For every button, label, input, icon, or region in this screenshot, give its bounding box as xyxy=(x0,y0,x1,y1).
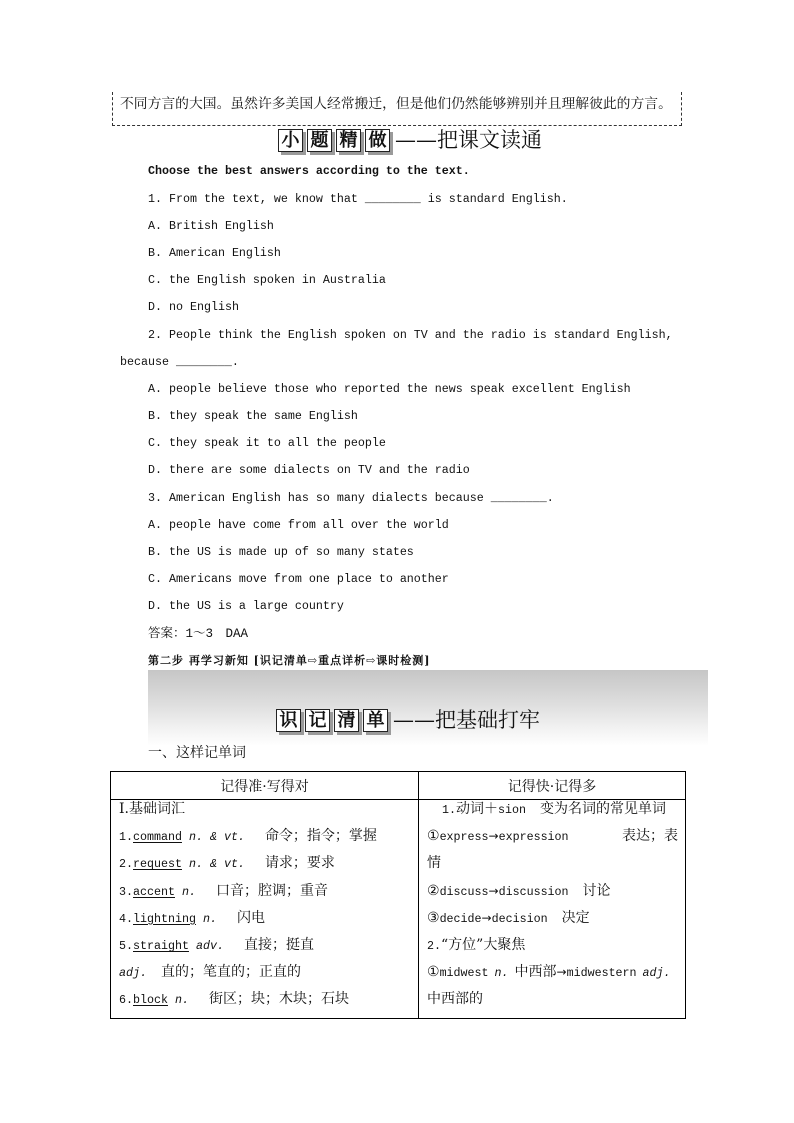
item-meaning: 讨论 xyxy=(582,882,611,899)
basic-vocab-heading: Ⅰ.基础词汇 xyxy=(119,801,185,817)
direction-item xyxy=(427,959,678,986)
entry-word: command xyxy=(133,830,182,845)
step-navigation-text: 第二步 再学习新知 [识记清单⇨重点详析⇨课时检测] xyxy=(148,654,431,667)
entry-word: block xyxy=(133,993,168,1008)
question-3-option-a: A. people have come from all over the world xyxy=(148,517,449,532)
group-label: “方位”大聚焦 xyxy=(441,936,526,953)
title-boxed-char: 识 xyxy=(276,709,301,732)
derivation-pair xyxy=(427,823,569,850)
group-num: 1. xyxy=(442,803,456,817)
base-word: decide xyxy=(439,911,482,926)
entry-pos: adj. xyxy=(119,966,147,981)
entry-num: 1. xyxy=(119,830,133,845)
group-label: 变为名词的常见单词 xyxy=(539,801,666,817)
entry-pos: n. & vt. xyxy=(188,830,245,845)
entry-meaning: 直的；笔直的；正直的 xyxy=(160,964,301,981)
col-header-left: 记得准·写得对 xyxy=(111,772,419,800)
section-title-memorize xyxy=(276,707,540,733)
derived-word: midwestern xyxy=(566,966,637,981)
base-word: midwest xyxy=(439,966,489,981)
entry-word: accent xyxy=(133,884,175,899)
vocab-entry xyxy=(119,905,411,932)
question-1-option-d: D. no English xyxy=(148,300,239,315)
question-1-option-b: B. American English xyxy=(148,245,281,260)
derivation-item xyxy=(427,823,678,850)
derived-word: expression xyxy=(498,830,569,845)
question-2-option-d: D. there are some dialects on TV and the radio xyxy=(148,463,470,478)
question-2-stem: 2. People think the English spoken on TV and the radio is standard English, xyxy=(148,327,673,342)
entry-pos: n. xyxy=(202,911,217,926)
entry-word: request xyxy=(133,857,182,872)
vocab-entry xyxy=(119,878,411,905)
title-boxed-char: 清 xyxy=(334,709,359,732)
question-3-option-d: D. the US is a large country xyxy=(148,599,344,614)
title-boxed-char: 记 xyxy=(305,709,330,732)
arrow-icon: → xyxy=(488,829,499,844)
section-title-practice xyxy=(278,127,542,153)
base-word: express xyxy=(439,830,489,845)
derived-pos: adj. xyxy=(642,966,671,981)
direction-item-meaning: 中西部的 xyxy=(427,991,483,1008)
vocab-entry xyxy=(119,986,411,1013)
entry-pos: n. xyxy=(174,993,189,1008)
item-meaning: 决定 xyxy=(561,909,590,926)
derivation-item xyxy=(427,878,678,905)
entry-meaning: 闪电 xyxy=(236,909,265,926)
vocab-entry xyxy=(119,850,411,877)
vocab-entry xyxy=(119,823,411,850)
entry-num: 2. xyxy=(119,857,133,872)
entry-meaning: 街区；块；木块；石块 xyxy=(208,991,349,1008)
entry-pos: n. & vt. xyxy=(188,857,245,872)
base-meaning: 中西部 xyxy=(514,964,557,981)
answer-key: 答案：1～3 DAA xyxy=(148,626,249,641)
question-2-option-c: C. they speak it to all the people xyxy=(148,436,386,451)
question-1-stem: 1. From the text, we know that ________ is standard English. xyxy=(148,191,568,206)
vocab-entry xyxy=(119,932,411,959)
entry-meaning: 口音；腔调；重音 xyxy=(215,882,328,899)
entry-num: 6. xyxy=(119,993,133,1008)
exercise-section xyxy=(120,158,685,647)
derived-word: discussion xyxy=(498,884,569,899)
left-cell-lines xyxy=(119,796,411,1014)
question-2-option-a: A. people believe those who reported the news speak excellent English xyxy=(148,381,631,396)
title-boxed-char: 精 xyxy=(336,129,361,152)
continuation-dashed-box xyxy=(112,92,682,126)
arrow-icon: → xyxy=(488,883,499,898)
direction-group-heading xyxy=(427,932,678,959)
arrow-icon: → xyxy=(556,965,567,980)
entry-meaning: 请求；要求 xyxy=(264,855,335,872)
vocab-entry-second-sense xyxy=(119,959,411,986)
question-3-option-c: C. Americans move from one place to another xyxy=(148,572,449,587)
vocab-table xyxy=(110,771,686,1019)
entry-word: straight xyxy=(133,938,189,953)
question-3-stem: 3. American English has so many dialects because ________. xyxy=(148,490,554,505)
item-marker: ③ xyxy=(427,909,440,926)
title-subtitle: ——把基础打牢 xyxy=(393,708,540,732)
left-cell xyxy=(111,800,419,1019)
title-boxed-char: 做 xyxy=(365,129,390,152)
right-cell-lines xyxy=(427,796,678,1014)
question-2-option-b: B. they speak the same English xyxy=(148,409,358,424)
item-marker: ② xyxy=(427,882,440,899)
title-boxed-char: 题 xyxy=(307,129,332,152)
arrow-icon: → xyxy=(481,910,492,925)
entry-num: 5. xyxy=(119,938,133,953)
question-2-stem-continued: because ________. xyxy=(120,354,239,369)
derived-word: decision xyxy=(491,911,548,926)
question-1-option-c: C. the English spoken in Australia xyxy=(148,273,386,288)
entry-pos: adv. xyxy=(195,938,224,953)
entry-meaning: 命令；指令；掌握 xyxy=(264,828,377,845)
entry-num: 3. xyxy=(119,884,133,899)
question-3-option-b: B. the US is made up of so many states xyxy=(148,545,414,560)
entry-num: 4. xyxy=(119,911,133,926)
entry-pos: n. xyxy=(181,884,196,899)
right-cell xyxy=(419,800,686,1019)
title-subtitle: ——把课文读通 xyxy=(395,128,542,152)
title-boxed-char: 小 xyxy=(278,129,303,152)
title-boxed-char: 单 xyxy=(363,709,388,732)
derivation-item-meaning-continued: 情 xyxy=(427,855,441,872)
question-1-option-a: A. British English xyxy=(148,218,274,233)
suffix-group-heading xyxy=(427,796,678,823)
item-marker: ① xyxy=(427,964,440,981)
group-suffix: sion xyxy=(498,803,526,817)
group-num: 2. xyxy=(427,938,441,953)
exercise-instruction: Choose the best answers according to the text. xyxy=(148,164,470,179)
entry-meaning: 直接；挺直 xyxy=(243,936,314,953)
continuation-text: 不同方言的大国。虽然许多美国人经常搬迁，但是他们仍然能够辨别并且理解彼此的方言。 xyxy=(120,96,672,112)
item-meaning: 表达；表 xyxy=(622,828,678,845)
subsection-title: 一、这样记单词 xyxy=(148,745,246,761)
base-pos: n. xyxy=(494,966,509,981)
col-header-right: 记得快·记得多 xyxy=(419,772,686,800)
base-word: discuss xyxy=(439,884,489,899)
group-label: 动词＋ xyxy=(456,801,498,817)
item-marker: ① xyxy=(427,828,440,845)
derivation-item xyxy=(427,905,678,932)
entry-word: lightning xyxy=(133,911,196,926)
table-body-row xyxy=(111,800,686,1019)
